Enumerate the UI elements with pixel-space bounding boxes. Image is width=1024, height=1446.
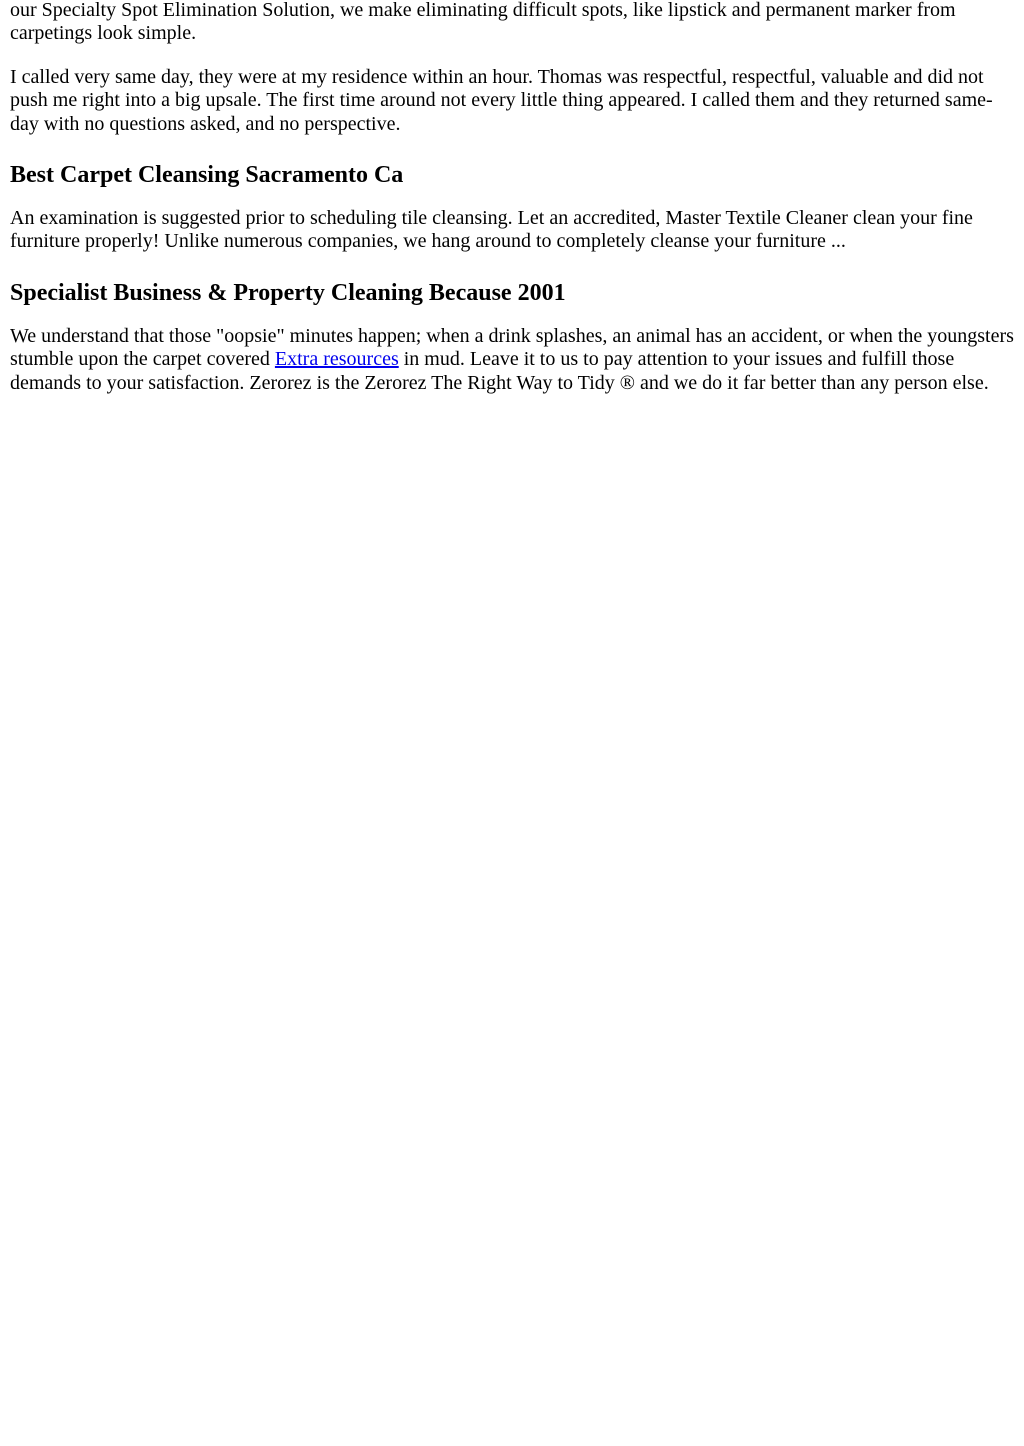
oopsie-paragraph [10,325,1014,395]
examination-paragraph: An examination is suggested prior to scheduling tile cleansing. Let an accredited, Master Textile Cleaner clean your fine furniture properly! Unlike numerous companies, we hang around to completely cleanse your furniture ... [10,207,973,253]
section-heading-carpet-cleansing: Best Carpet Cleansing Sacramento Ca [10,162,404,189]
intro-paragraph: our Specialty Spot Elimination Solution, we make eliminating difficult spots, like lipstick and permanent marker from carpetings look simple. [10,0,956,45]
section-heading-specialist-cleaning: Specialist Business & Property Cleaning Because 2001 [10,279,566,306]
extra-resources-link[interactable]: Extra resources [274,348,399,371]
oopsie-text-before-link: We understand that those "oopsie" minutes happen; when a drink splashes, an animal has an accident, or when the youngsters stumble upon the carpet covered [10,324,1014,371]
testimonial-paragraph: I called very same day, they were at my residence within an hour. Thomas was respectful, respectful, valuable and did not push me right into a big upsale. The first time around not every little thing appeared. I called them and they returned same-day with no questions asked, and no perspective. [10,65,993,135]
oopsie-text-after-link: in mud. Leave it to us to pay attention to your issues and fulfill those demands to your satisfaction. Zerorez is the Zerorez The Right Way to Tidy ® and we do it far better than any person else. [10,348,989,394]
article-content [0,0,1024,395]
